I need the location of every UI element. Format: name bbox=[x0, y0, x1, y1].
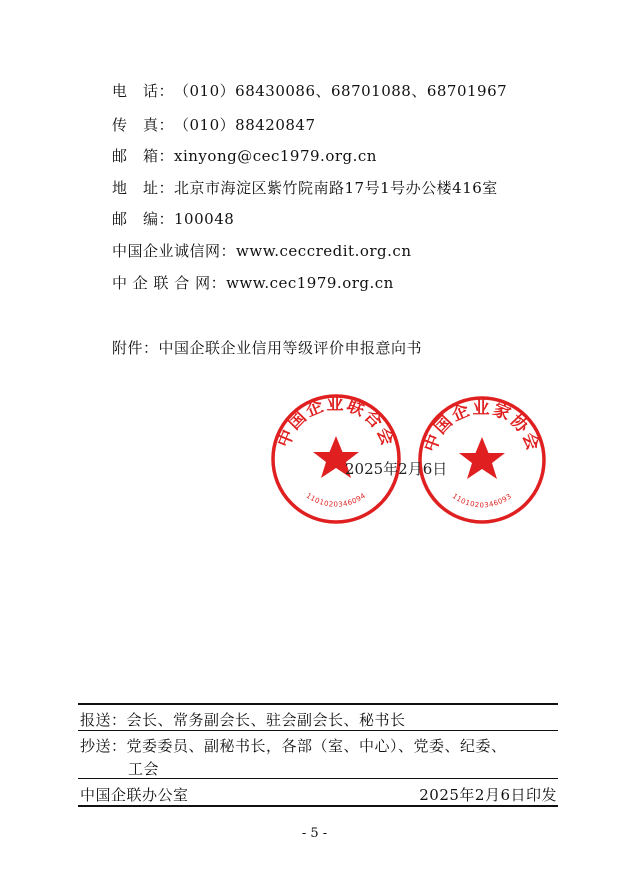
report-line bbox=[80, 709, 406, 730]
copy-line-2: 工会 bbox=[128, 760, 160, 778]
issue-date: 2025年2月6日印发 bbox=[419, 786, 557, 804]
lower-rule bbox=[78, 778, 558, 779]
email-label: 邮 箱： bbox=[112, 147, 175, 165]
fax-label: 传 真： bbox=[112, 116, 175, 134]
top-rule bbox=[78, 703, 558, 705]
fax-value: （010）88420847 bbox=[174, 116, 316, 134]
email-value: xinyong@cec1979.org.cn bbox=[174, 147, 377, 165]
contact-fax bbox=[112, 114, 316, 135]
report-label: 报送： bbox=[80, 711, 127, 729]
attachment-label: 附件： bbox=[112, 339, 159, 357]
copy-label: 抄送： bbox=[80, 737, 127, 755]
address-label: 地 址： bbox=[112, 179, 175, 197]
attachment-line bbox=[112, 337, 422, 358]
report-value: 会长、常务副会长、驻会副会长、秘书长 bbox=[126, 711, 406, 729]
contact-credit-site bbox=[112, 240, 411, 261]
seal-cec-number: 1101020346094 bbox=[304, 491, 368, 509]
contact-cec-site bbox=[112, 272, 394, 293]
postcode-value: 100048 bbox=[174, 210, 235, 228]
cec-site-value: www.cec1979.org.cn bbox=[226, 274, 394, 292]
seal-cec-text: 中国企业联合会 bbox=[273, 394, 399, 451]
issuer: 中国企联办公室 bbox=[80, 786, 189, 804]
bottom-rule bbox=[78, 805, 558, 807]
contact-phone bbox=[112, 80, 507, 101]
credit-site-value: www.ceccredit.org.cn bbox=[236, 242, 412, 260]
copy-line bbox=[80, 735, 507, 756]
cec-site-label: 中 企 联 合 网： bbox=[112, 274, 227, 292]
attachment-title: 中国企联企业信用等级评价申报意向书 bbox=[158, 339, 423, 357]
mid-rule bbox=[78, 730, 558, 731]
copy-value: 党委委员、副秘书长，各部（室、中心）、党委、纪委、 bbox=[126, 737, 507, 755]
contact-address bbox=[112, 177, 498, 198]
phone-label: 电 话： bbox=[112, 82, 175, 100]
phone-value: （010）68430086、68701088、68701967 bbox=[174, 82, 508, 100]
postcode-label: 邮 编： bbox=[112, 210, 175, 228]
address-value: 北京市海淀区紫竹院南路17号1号办公楼416室 bbox=[174, 179, 498, 197]
seal-cefa-text: 中国企业家协会 bbox=[420, 398, 544, 455]
credit-site-label: 中国企业诚信网： bbox=[112, 242, 237, 260]
page-number: - 5 - bbox=[301, 826, 328, 841]
contact-email bbox=[112, 145, 377, 166]
signature-date: 2025年2月6日 bbox=[345, 460, 448, 478]
contact-postcode bbox=[112, 208, 234, 229]
seal-cefa-number: 1101020346093 bbox=[450, 492, 514, 510]
star-icon bbox=[459, 437, 505, 479]
